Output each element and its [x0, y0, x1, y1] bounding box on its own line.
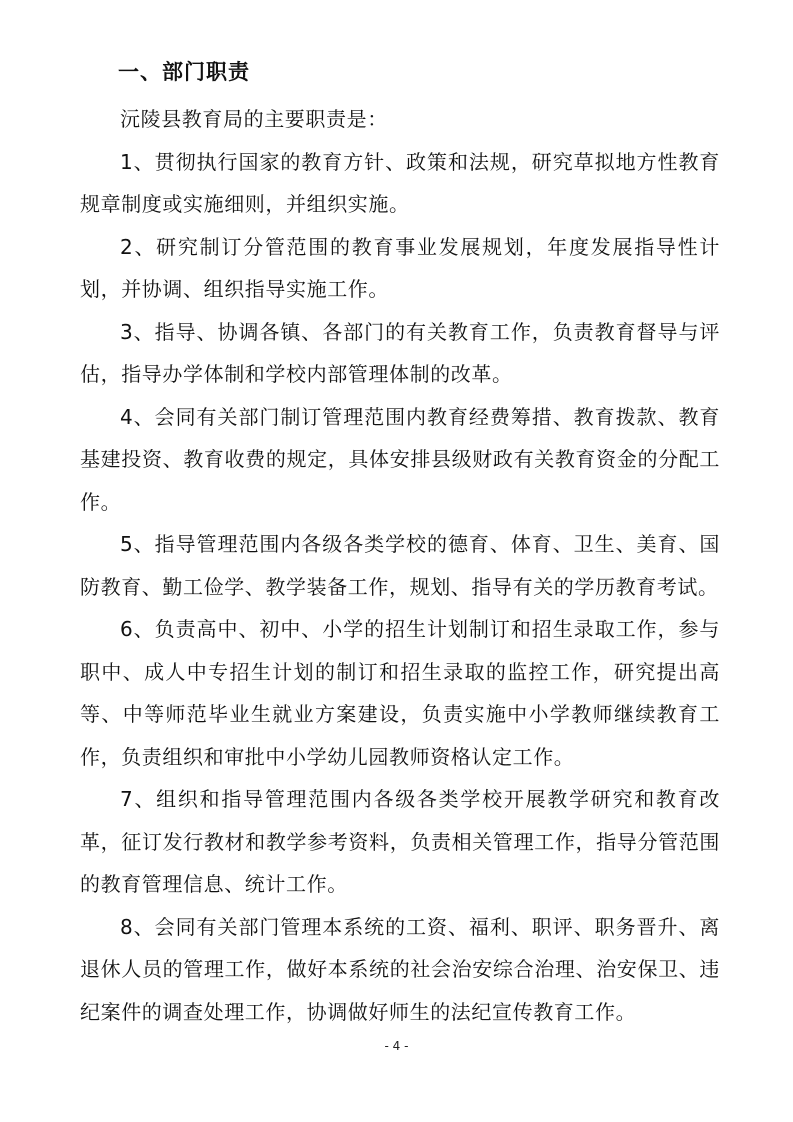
page-number: - 4 - — [384, 1039, 409, 1053]
duty-item-8: 8、会同有关部门管理本系统的工资、福利、职评、职务晋升、离退休人员的管理工作，做好本系统的社会治安综合治理、治安保卫、违纪案件的调查处理工作，协调做好师生的法纪宣传教育工作。 — [80, 914, 720, 1024]
duty-item-3: 3、指导、协调各镇、各部门的有关教育工作，负责教育督导与评估，指导办学体制和学校内部管理体制的改革。 — [80, 319, 720, 386]
duty-item-4: 4、会同有关部门制订管理范围内教育经费筹措、教育拨款、教育基建投资、教育收费的规定，具体安排县级财政有关教育资金的分配工作。 — [80, 404, 720, 514]
intro-paragraph: 沅陵县教育局的主要职责是： — [120, 107, 388, 131]
document-body — [80, 98, 720, 1033]
duty-item-7: 7、组织和指导管理范围内各级各类学校开展教学研究和教育改革，征订发行教材和教学参考资料，负责相关管理工作，指导分管范围的教育管理信息、统计工作。 — [80, 787, 720, 896]
section-heading: 一、部门职责 — [118, 60, 250, 84]
duty-item-5: 5、指导管理范围内各级各类学校的德育、体育、卫生、美育、国防教育、勤工俭学、教学装备工作，规划、指导有关的学历教育考试。 — [80, 532, 720, 599]
duty-item-1: 1、贯彻执行国家的教育方针、政策和法规，研究草拟地方性教育规章制度或实施细则，并组织实施。 — [80, 149, 720, 216]
duty-item-6: 6、负责高中、初中、小学的招生计划制订和招生录取工作，参与职中、成人中专招生计划的制订和招生录取的监控工作，研究提出高等、中等师范毕业生就业方案建设，负责实施中小学教师继续教育工作，负责组织和审批中小学幼儿园教师资格认定工作。 — [80, 617, 720, 769]
duty-item-2: 2、研究制订分管范围的教育事业发展规划，年度发展指导性计划，并协调、组织指导实施工作。 — [80, 234, 720, 301]
